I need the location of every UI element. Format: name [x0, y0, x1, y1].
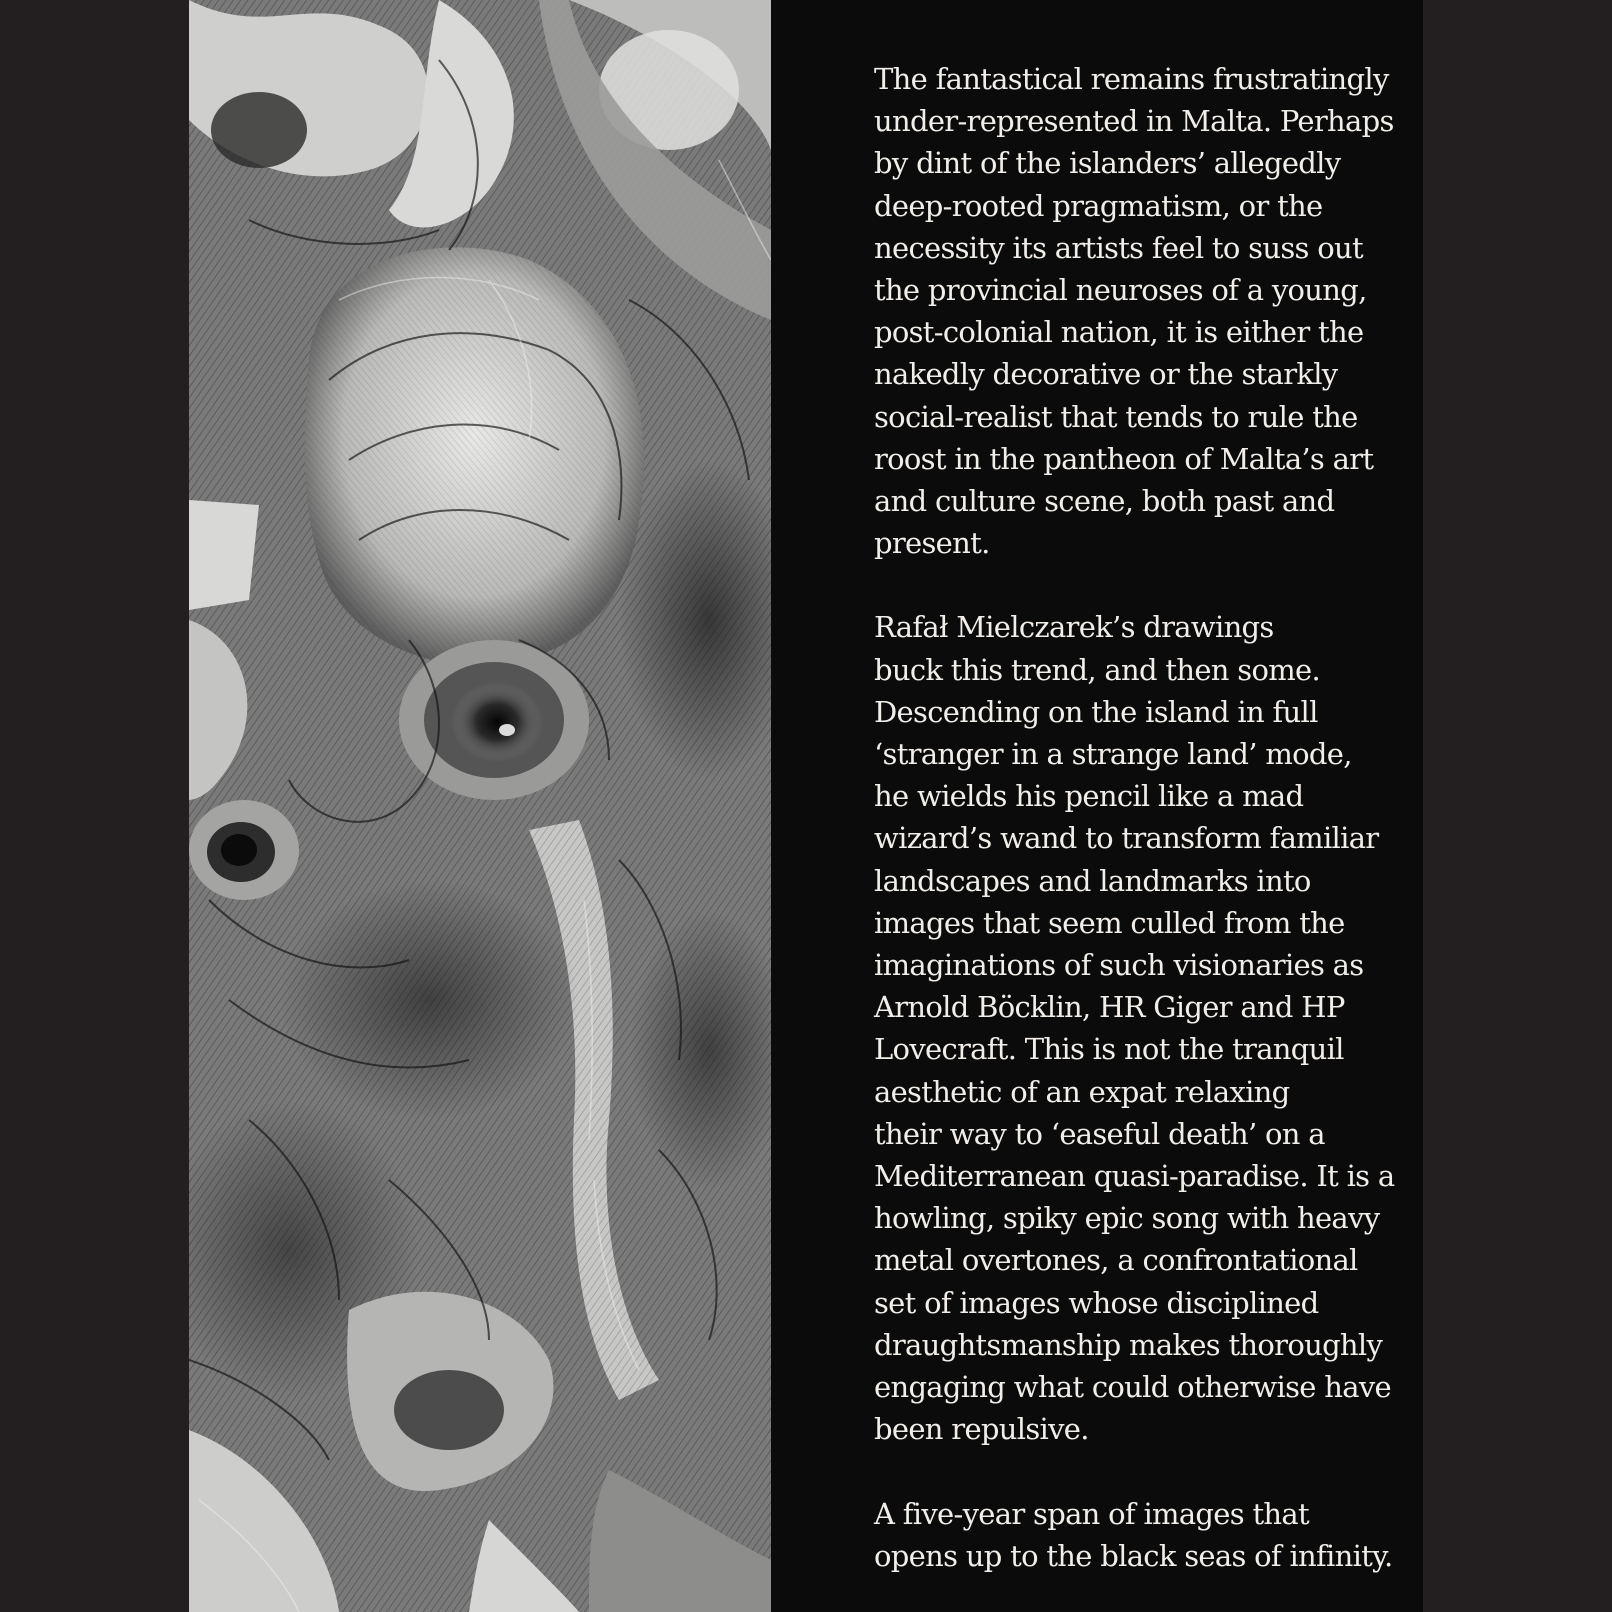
text-line: metal overtones, a confrontational — [874, 1243, 1358, 1278]
text-line: Arnold Böcklin, HR Giger and HP — [874, 990, 1345, 1025]
text-line: and culture scene, both past and — [874, 484, 1335, 519]
text-line: Descending on the island in full — [874, 694, 1318, 729]
text-line: roost in the pantheon of Malta’s art — [874, 441, 1374, 476]
text-line: draughtsmanship makes thoroughly — [874, 1327, 1383, 1362]
text-line: he wields his pencil like a mad — [874, 779, 1304, 814]
text-line: post-colonial nation, it is either the — [874, 315, 1364, 350]
text-line: Lovecraft. This is not the tranquil — [874, 1032, 1344, 1067]
text-line: under-represented in Malta. Perhaps — [874, 104, 1394, 139]
paragraph-1 — [874, 58, 1404, 564]
text-line: nakedly decorative or the starkly — [874, 357, 1338, 392]
drawing-image — [189, 0, 771, 1612]
paragraph-2 — [874, 606, 1404, 1450]
text-line: set of images whose disciplined — [874, 1285, 1319, 1320]
text-line: opens up to the black seas of infinity. — [874, 1538, 1393, 1573]
text-line: images that seem culled from the — [874, 905, 1345, 940]
text-line: howling, spiky epic song with heavy — [874, 1201, 1380, 1236]
paragraph-3 — [874, 1493, 1404, 1577]
text-line: their way to ‘easeful death’ on a — [874, 1116, 1325, 1151]
text-line: Rafał Mielczarek’s drawings — [874, 610, 1274, 645]
text-line: Mediterranean quasi-paradise. It is a — [874, 1159, 1395, 1194]
text-line: aesthetic of an expat relaxing — [874, 1074, 1290, 1109]
drawing-illustration — [189, 0, 771, 1612]
text-line: necessity its artists feel to suss out — [874, 230, 1363, 265]
text-line: imaginations of such visionaries as — [874, 948, 1364, 983]
text-line: landscapes and landmarks into — [874, 863, 1311, 898]
text-line: engaging what could otherwise have — [874, 1370, 1391, 1405]
text-panel — [771, 0, 1423, 1612]
text-line: present. — [874, 526, 990, 561]
text-line: social-realist that tends to rule the — [874, 399, 1358, 434]
book-spread — [189, 0, 1423, 1612]
text-line: by dint of the islanders’ allegedly — [874, 146, 1341, 181]
article-text — [874, 58, 1404, 1577]
text-line: been repulsive. — [874, 1412, 1089, 1447]
text-line: A five-year span of images that — [874, 1496, 1309, 1531]
text-line: The fantastical remains frustratingly — [874, 62, 1389, 96]
text-line: ‘stranger in a strange land’ mode, — [874, 737, 1352, 772]
text-line: the provincial neuroses of a young, — [874, 273, 1367, 308]
text-line: wizard’s wand to transform familiar — [874, 821, 1379, 856]
text-line: deep-rooted pragmatism, or the — [874, 188, 1323, 223]
text-line: buck this trend, and then some. — [874, 652, 1320, 687]
